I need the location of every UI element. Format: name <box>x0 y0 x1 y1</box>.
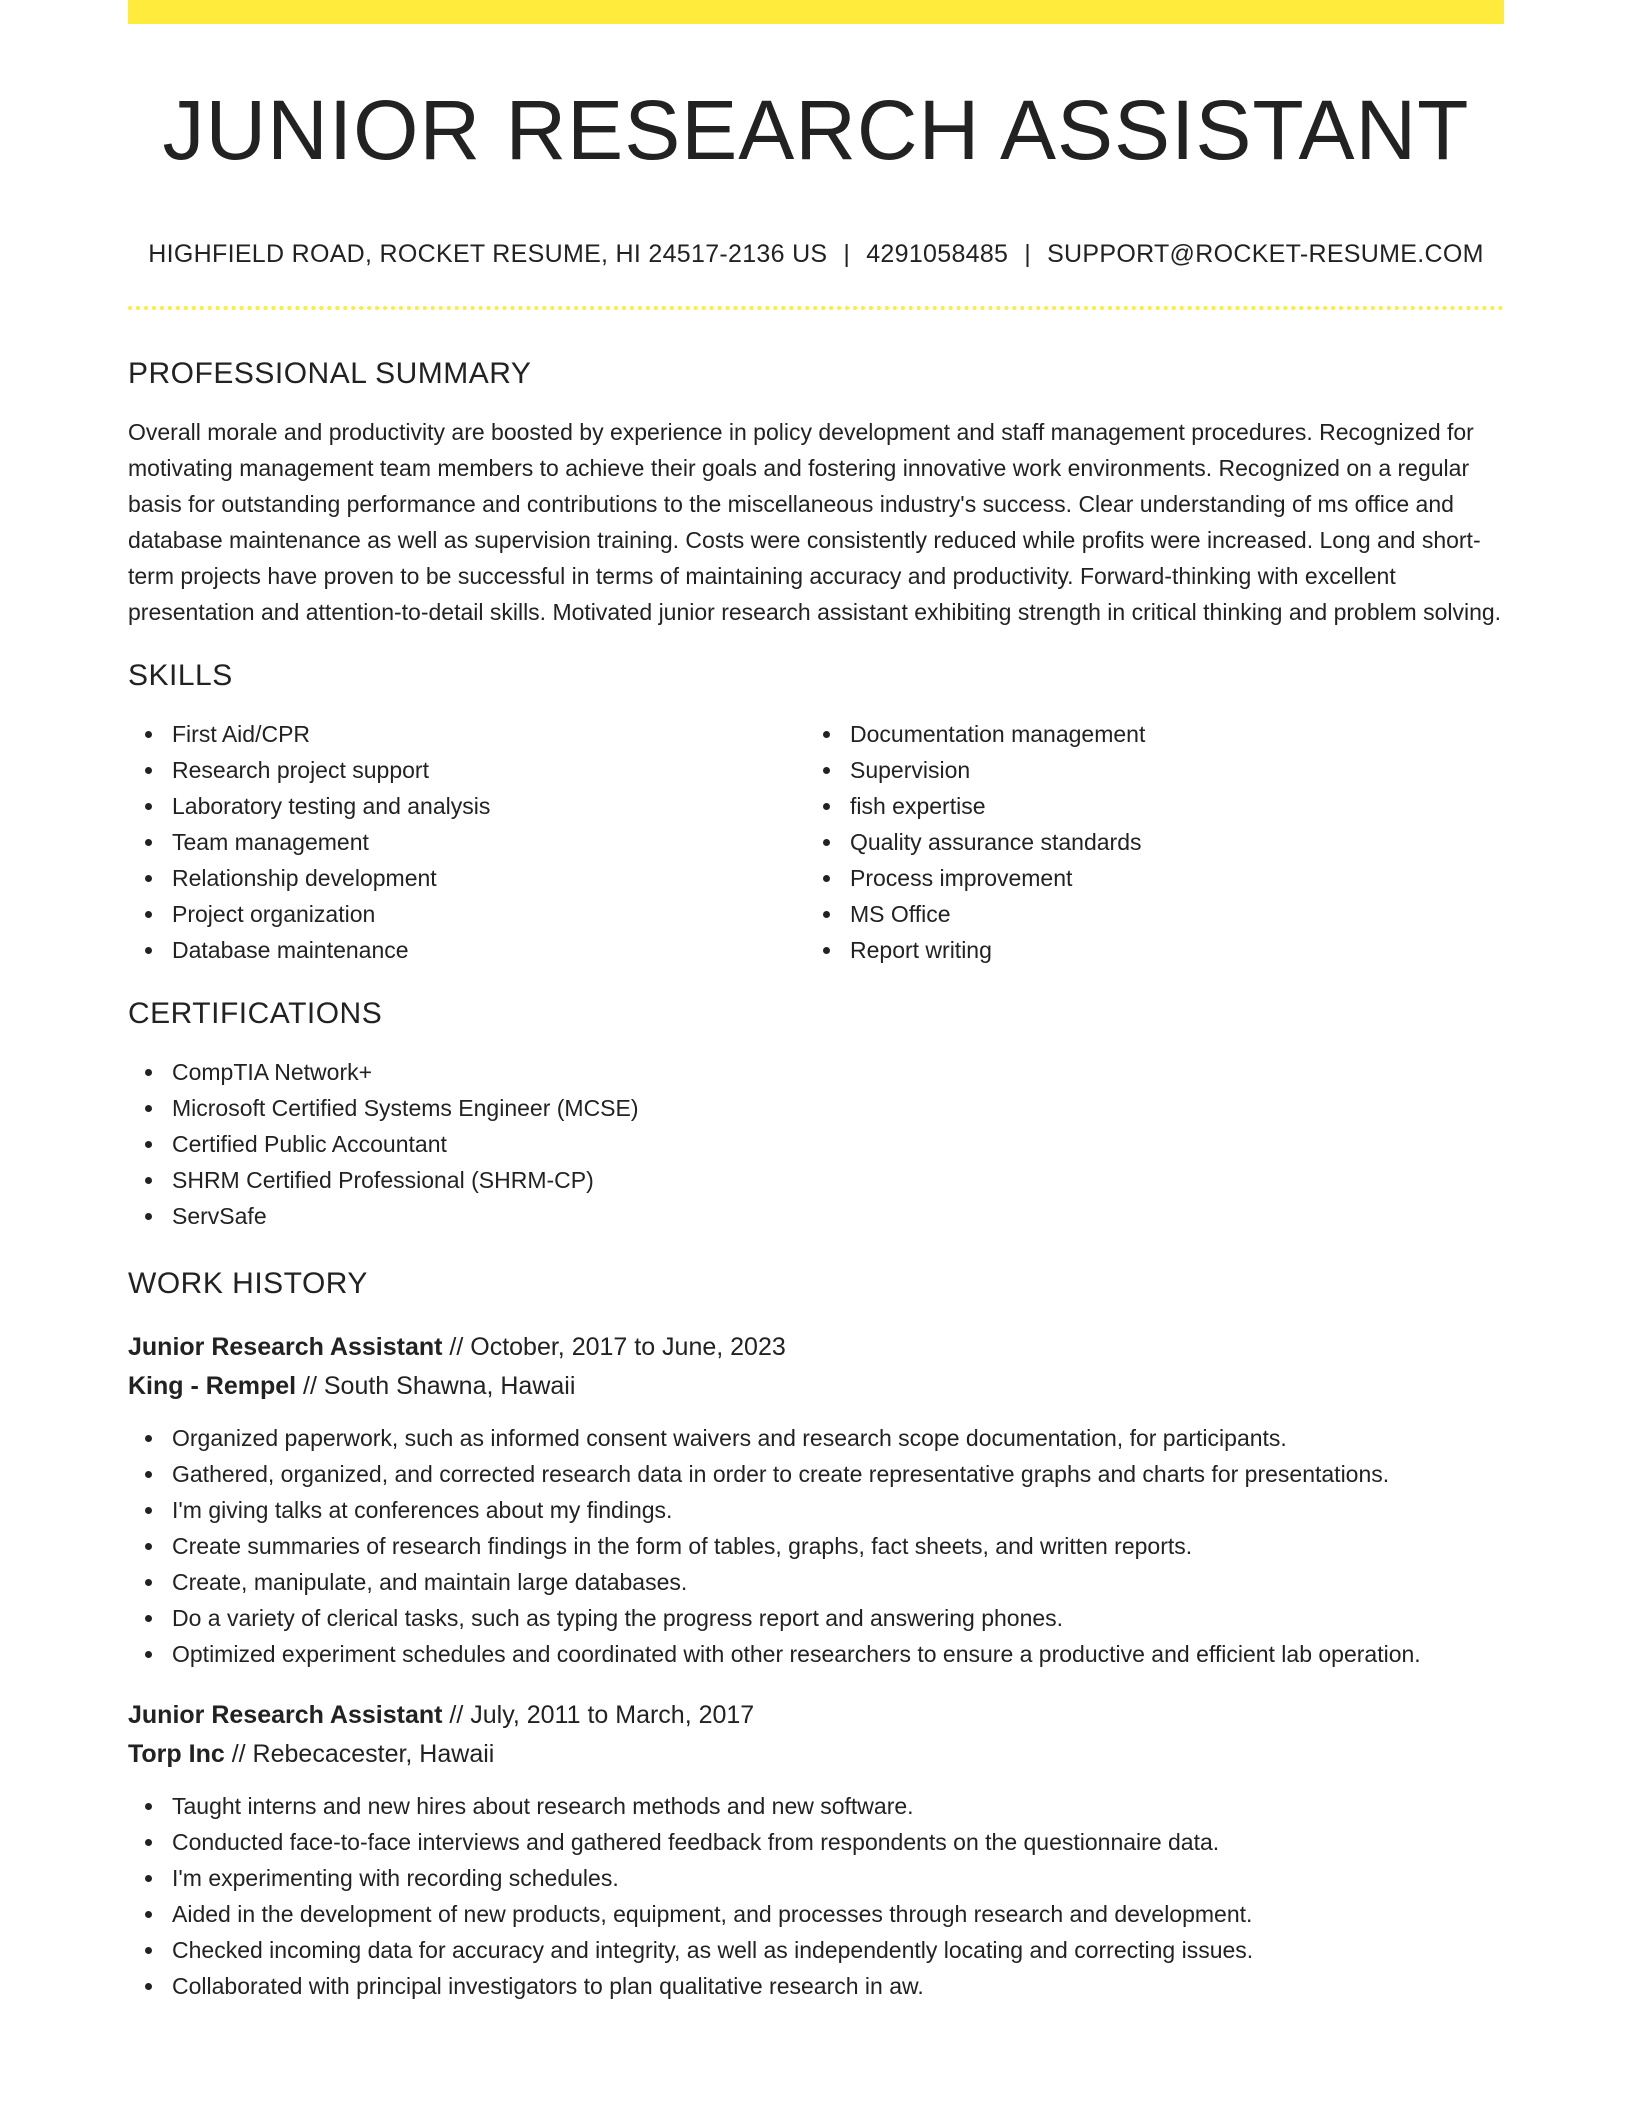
job-location: // Rebecacester, Hawaii <box>224 1740 495 1768</box>
skills-column-right <box>806 716 1484 968</box>
job-duties-list <box>128 1420 1504 1672</box>
skills-list-left <box>128 716 806 968</box>
contact-separator: | <box>1024 240 1032 268</box>
job-duty: Organized paperwork, such as informed consent waivers and research scope documentation, for participants. <box>128 1420 1504 1456</box>
job-title-line <box>128 1696 1504 1735</box>
certification-item: Microsoft Certified Systems Engineer (MCSE) <box>128 1090 1504 1126</box>
contact-email: SUPPORT@ROCKET-RESUME.COM <box>1047 240 1484 268</box>
contact-address: HIGHFIELD ROAD, ROCKET RESUME, HI 24517-2136 US <box>148 240 828 268</box>
job-duty: Optimized experiment schedules and coordinated with other researchers to ensure a productive and efficient lab operation. <box>128 1636 1504 1672</box>
skill-item: First Aid/CPR <box>128 716 806 752</box>
job-duty: I'm giving talks at conferences about my findings. <box>128 1492 1504 1528</box>
job-company: Torp Inc <box>128 1740 225 1768</box>
job-dates: // October, 2017 to June, 2023 <box>442 1333 786 1361</box>
job-duty: Taught interns and new hires about research methods and new software. <box>128 1788 1504 1824</box>
skill-item: Team management <box>128 824 806 860</box>
skill-item: Database maintenance <box>128 932 806 968</box>
top-accent-bar <box>128 0 1504 24</box>
skill-item: MS Office <box>806 896 1484 932</box>
skill-item: Report writing <box>806 932 1484 968</box>
job-duty: Conducted face-to-face interviews and gathered feedback from respondents on the questionnaire data. <box>128 1824 1504 1860</box>
skills-grid <box>128 716 1504 968</box>
skill-item: Quality assurance standards <box>806 824 1484 860</box>
job-duty: Create, manipulate, and maintain large databases. <box>128 1564 1504 1600</box>
skill-item: Supervision <box>806 752 1484 788</box>
job-title-line <box>128 1328 1504 1367</box>
contact-phone: 4291058485 <box>866 240 1009 268</box>
job-title: Junior Research Assistant <box>128 1701 443 1729</box>
work-history-heading: WORK HISTORY <box>128 1267 368 1300</box>
job-location: // South Shawna, Hawaii <box>296 1372 576 1400</box>
job-company: King - Rempel <box>128 1372 297 1400</box>
job-company-line <box>128 1367 1504 1406</box>
job-header <box>128 1328 1504 1406</box>
contact-separator: | <box>843 240 851 268</box>
certifications-heading: CERTIFICATIONS <box>128 997 383 1030</box>
certification-item: Certified Public Accountant <box>128 1126 1504 1162</box>
work-history-section <box>128 1264 1504 2004</box>
job-duty: Checked incoming data for accuracy and integrity, as well as independently locating and correcting issues. <box>128 1932 1504 1968</box>
job-duty: Collaborated with principal investigators to plan qualitative research in aw. <box>128 1968 1504 2004</box>
job-dates: // July, 2011 to March, 2017 <box>442 1701 755 1729</box>
job-header <box>128 1696 1504 1774</box>
job-duty: Aided in the development of new products, equipment, and processes through research and development. <box>128 1896 1504 1932</box>
job-entry <box>128 1696 1504 2004</box>
skills-column-left <box>128 716 806 968</box>
job-entry <box>128 1328 1504 1672</box>
skill-item: Process improvement <box>806 860 1484 896</box>
summary-section <box>128 354 1504 630</box>
job-duties-list <box>128 1788 1504 2004</box>
skill-item: Research project support <box>128 752 806 788</box>
certification-item: CompTIA Network+ <box>128 1054 1504 1090</box>
skill-item: Relationship development <box>128 860 806 896</box>
job-duty: Create summaries of research findings in the form of tables, graphs, fact sheets, and written reports. <box>128 1528 1504 1564</box>
job-company-line <box>128 1735 1504 1774</box>
job-duty: Gathered, organized, and corrected research data in order to create representative graphs and charts for presentations. <box>128 1456 1504 1492</box>
skills-heading: SKILLS <box>128 659 233 692</box>
job-duty: Do a variety of clerical tasks, such as typing the progress report and answering phones. <box>128 1600 1504 1636</box>
header-divider <box>128 306 1504 310</box>
job-title: Junior Research Assistant <box>128 1333 443 1361</box>
skills-section <box>128 656 1504 968</box>
certifications-list <box>128 1054 1504 1234</box>
skill-item: fish expertise <box>806 788 1484 824</box>
job-duty: I'm experimenting with recording schedules. <box>128 1860 1504 1896</box>
certifications-section <box>128 994 1504 1234</box>
certification-item: SHRM Certified Professional (SHRM-CP) <box>128 1162 1504 1198</box>
skills-list-right <box>806 716 1484 968</box>
skill-item: Project organization <box>128 896 806 932</box>
skill-item: Documentation management <box>806 716 1484 752</box>
contact-line <box>128 238 1504 270</box>
summary-heading: PROFESSIONAL SUMMARY <box>128 357 532 390</box>
resume-page <box>128 0 1504 2004</box>
summary-text: Overall morale and productivity are boosted by experience in policy development and staff management procedures. Recognized for motivating management team members to achieve their goals and fostering innovative work environments. Recognized on a regular basis for outstanding performance and contributions to the miscellaneous industry's success. Clear understanding of ms office and database maintenance as well as supervision training. Costs were consistently reduced while profits were increased. Long and short-term projects have proven to be successful in terms of maintaining accuracy and productivity. Forward-thinking with excellent presentation and attention-to-detail skills. Motivated junior research assistant exhibiting strength in critical thinking and problem solving. <box>128 419 1502 625</box>
certification-item: ServSafe <box>128 1198 1504 1234</box>
skill-item: Laboratory testing and analysis <box>128 788 806 824</box>
resume-title: JUNIOR RESEARCH ASSISTANT <box>162 83 1470 177</box>
